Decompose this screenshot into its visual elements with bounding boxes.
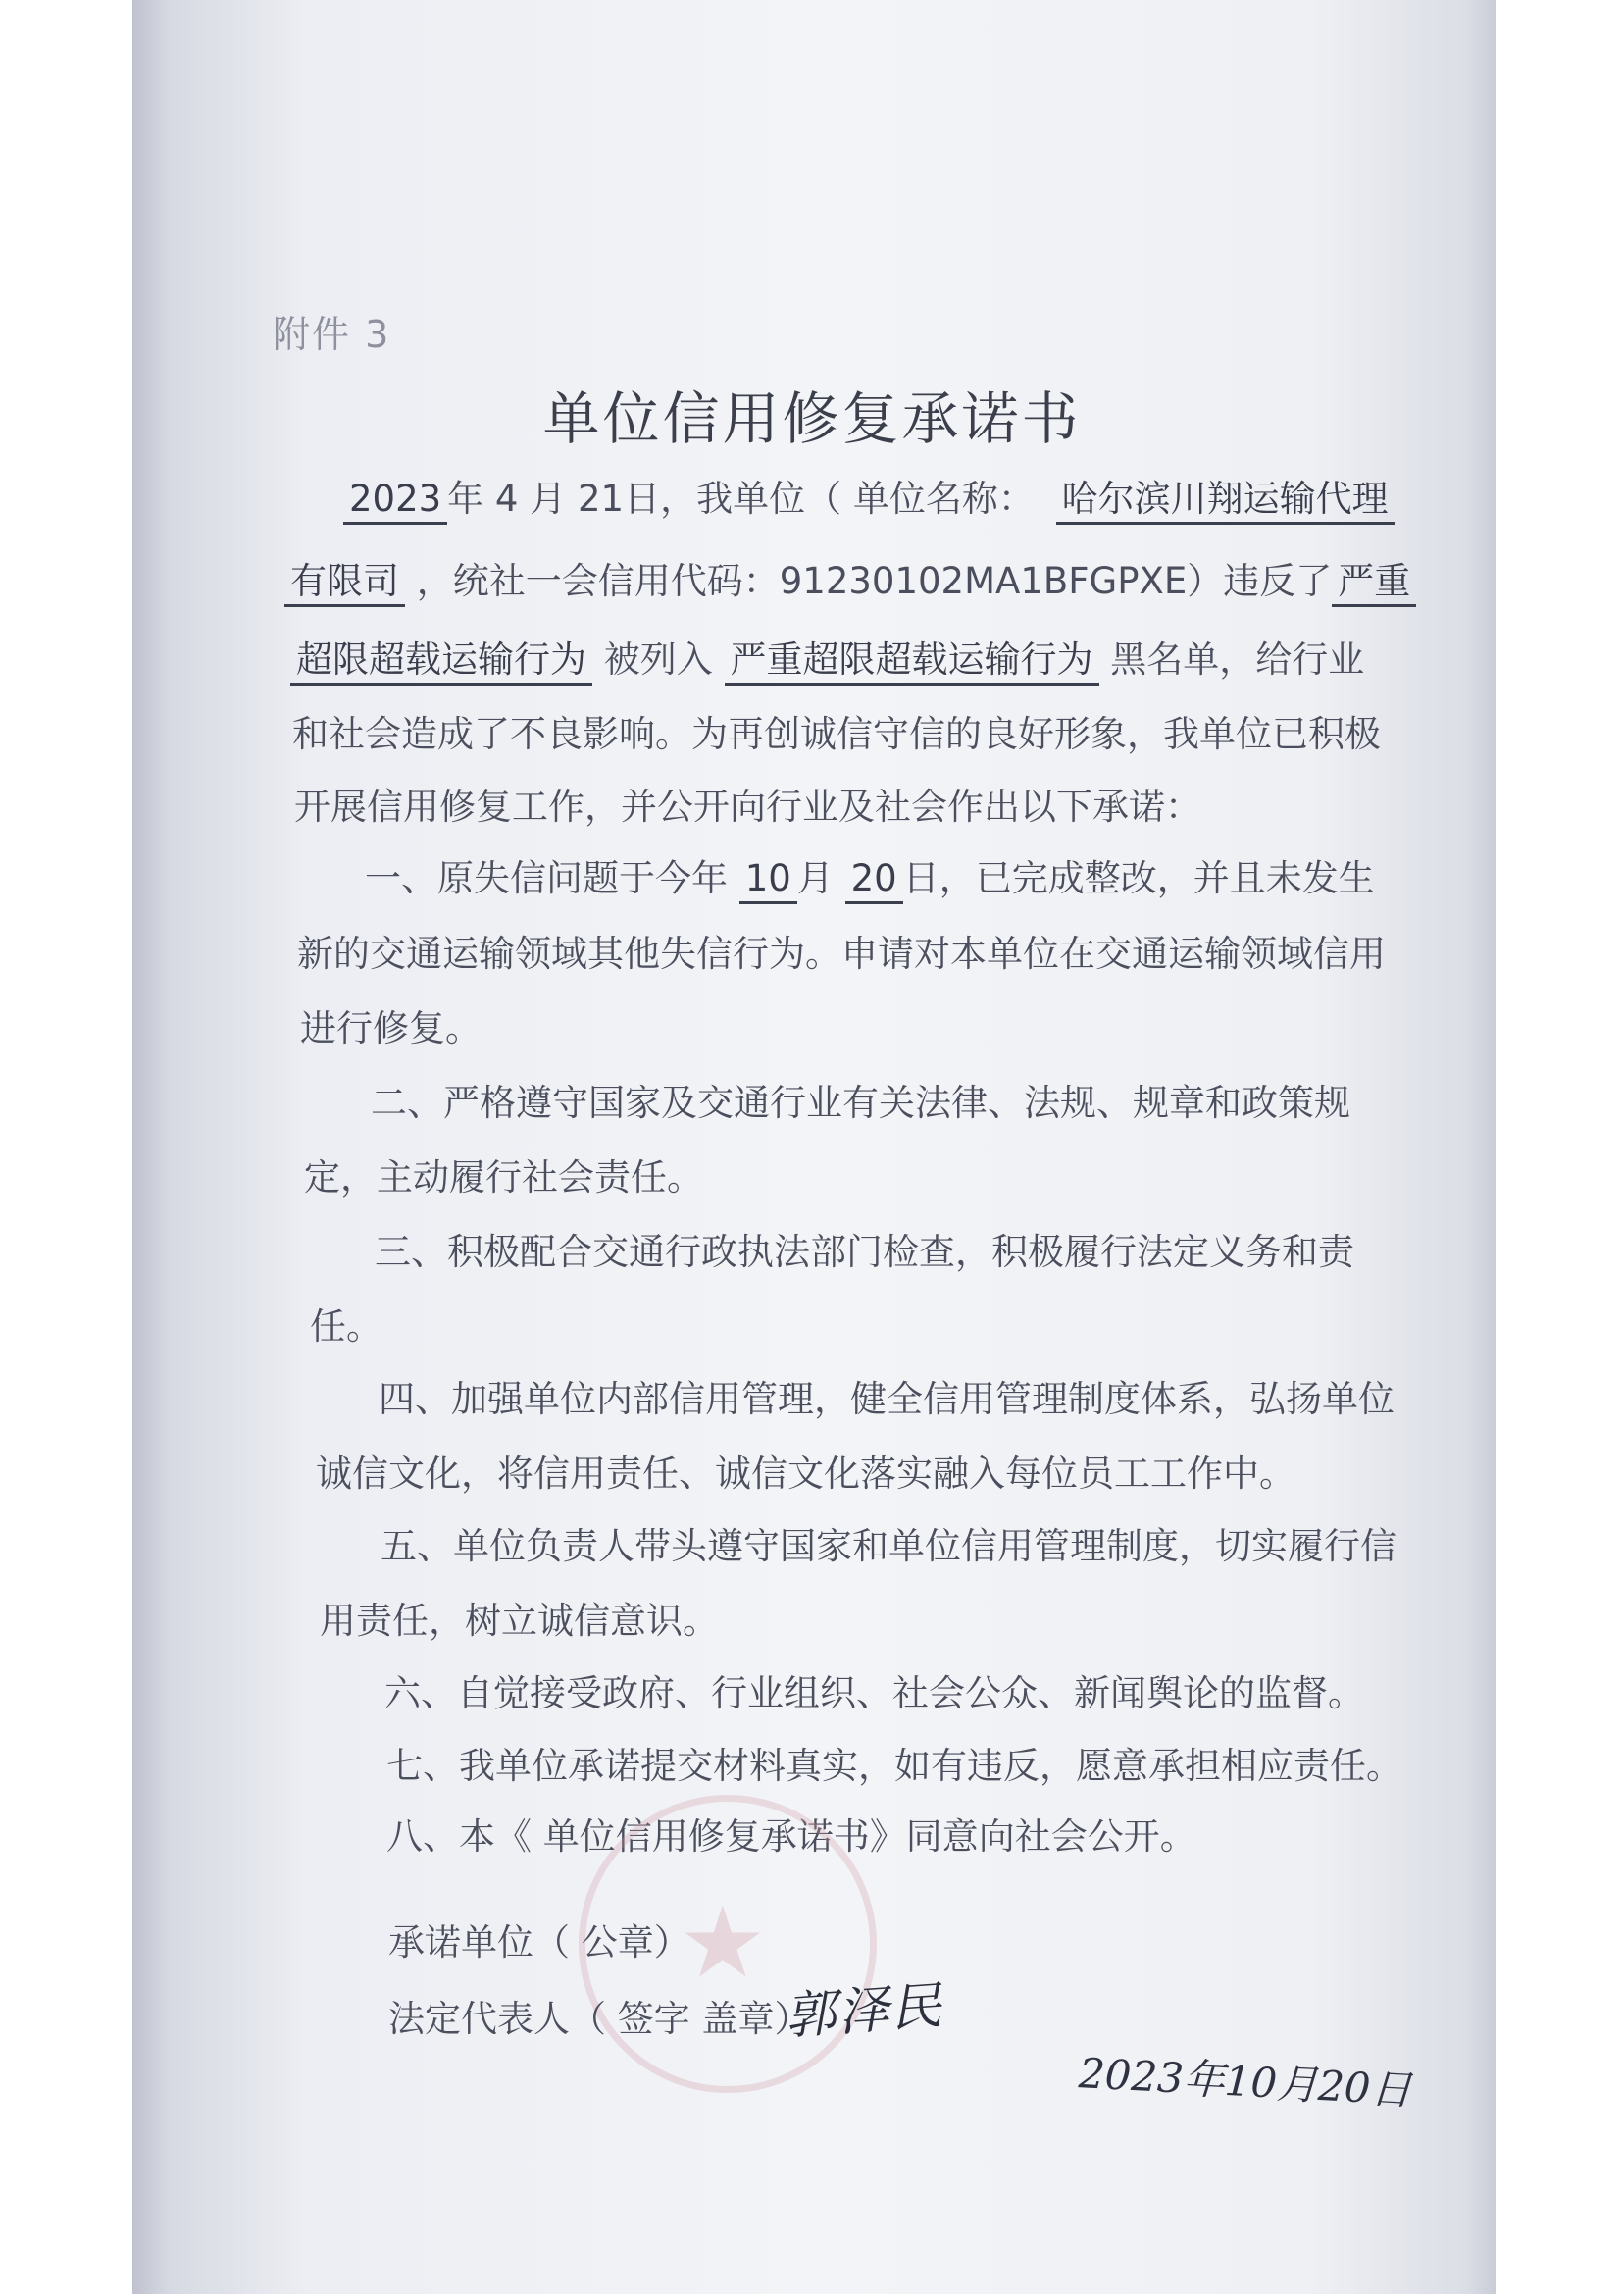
handwritten-signature: 郭泽民 — [783, 1976, 946, 2047]
intro-line-5: 开展信用修复工作，并公开向行业及社会作出以下承诺： — [294, 786, 1201, 828]
commitment-7: 七、我单位承诺提交材料真实，如有违反，愿意承担相应责任。 — [386, 1745, 1402, 1787]
company-name-field-part2: 有限司 — [284, 562, 405, 607]
violation-field-part1: 严重 — [1332, 562, 1416, 607]
legal-rep-label: 法定代表人（ 签字 盖章） — [388, 1998, 811, 2040]
blacklist-field: 严重超限超载运输行为 — [725, 640, 1099, 686]
intro-text-4: 黑名单，给行业 — [1110, 638, 1365, 681]
intro-line-2 — [284, 551, 1416, 607]
committing-unit-label: 承诺单位（ 公章） — [388, 1921, 690, 1963]
commitment-5-line-1: 五、单位负责人带头遵守国家和单位信用管理制度，切实履行信 — [381, 1525, 1396, 1567]
month-field: 10 — [739, 859, 797, 904]
commitment-5-line-2: 用责任，树立诚信意识。 — [320, 1600, 719, 1642]
intro-text-1: 年 4 月 21日，我单位（ 单位名称： — [447, 478, 1035, 520]
commitment-2-line-2: 定，主动履行社会责任。 — [304, 1156, 703, 1198]
company-name-field-part1: 哈尔滨川翔运输代理 — [1056, 480, 1395, 525]
commitment-1-line-1 — [365, 848, 1375, 904]
commitment-2-line-1: 二、严格遵守国家及交通行业有关法律、法规、规章和政策规 — [371, 1082, 1350, 1124]
year-field: 2023 — [343, 480, 447, 525]
attachment-label: 附件 3 — [273, 313, 391, 356]
commitment-3-line-1: 三、积极配合交通行政执法部门检查，积极履行法定义务和责 — [375, 1231, 1354, 1273]
intro-text-2: ，统社一会信用代码：91230102MA1BFGPXE）违反了 — [416, 560, 1333, 602]
intro-line-1 — [343, 469, 1395, 525]
page-title: 单位信用修复承诺书 — [542, 385, 1082, 452]
commitment-3-line-2: 任。 — [310, 1305, 382, 1348]
commitment-4-line-2: 诚信文化，将信用责任、诚信文化落实融入每位员工工作中。 — [316, 1453, 1295, 1495]
commitment-4-line-1: 四、加强单位内部信用管理，健全信用管理制度体系，弘扬单位 — [379, 1378, 1395, 1420]
commitment-1-text-a: 一、原失信问题于今年 — [365, 857, 728, 899]
commitment-6: 六、自觉接受政府、行业组织、社会公众、新闻舆论的监督。 — [384, 1672, 1364, 1714]
commitment-8: 八、本《 单位信用修复承诺书》同意向社会公开。 — [386, 1815, 1196, 1858]
commitment-1-text-c: 日，已完成整改，并且未发生 — [902, 857, 1375, 899]
signature-date: 2023年10月20日 — [1077, 2049, 1413, 2115]
intro-line-4: 和社会造成了不良影响。为再创诚信守信的良好形象，我单位已积极 — [292, 713, 1381, 755]
seal-star-icon: ★ — [679, 1885, 767, 2000]
intro-text-3: 被列入 — [603, 638, 713, 681]
violation-field-part2: 超限超载运输行为 — [290, 640, 592, 686]
commitment-1-line-2: 新的交通运输领域其他失信行为。申请对本单位在交通运输领域信用 — [297, 933, 1386, 975]
intro-line-3 — [290, 630, 1364, 686]
commitment-1-line-3: 进行修复。 — [300, 1007, 482, 1049]
day-field: 20 — [845, 859, 903, 904]
commitment-1-text-b: 月 — [796, 857, 834, 899]
